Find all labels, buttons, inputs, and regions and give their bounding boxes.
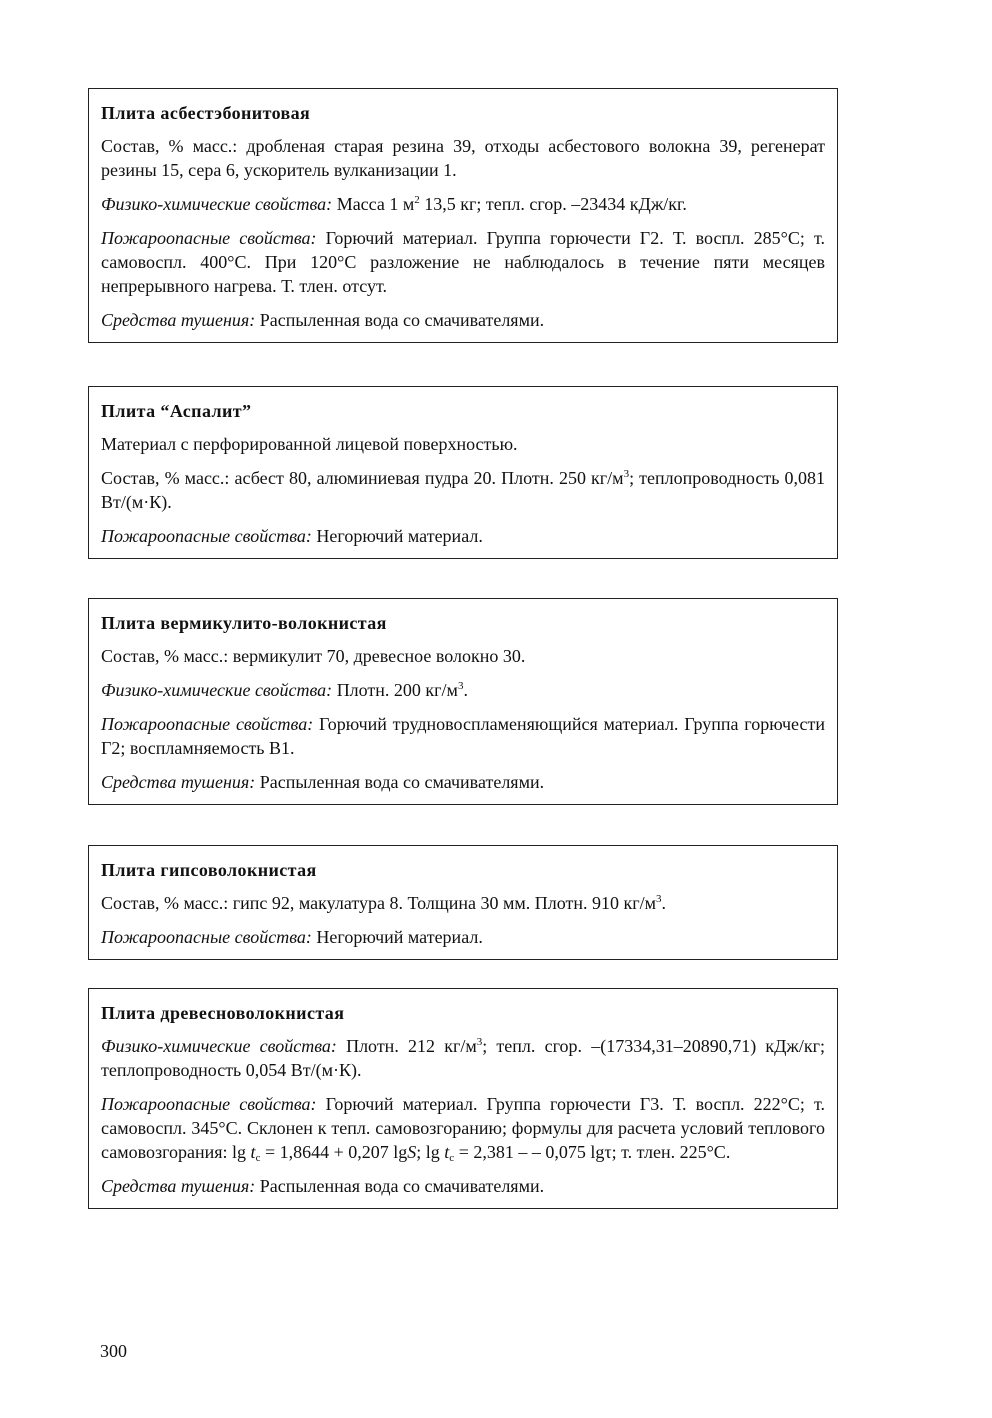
superscript: 3 bbox=[623, 468, 630, 480]
description-text: Материал с перфорированной лицевой поверхностью. bbox=[101, 434, 518, 454]
fire-label: Пожароопасные свойства: bbox=[101, 1094, 317, 1114]
extinguish-text: Распыленная вода со смачивателями. bbox=[255, 772, 545, 792]
fire-paragraph bbox=[101, 524, 825, 548]
physchem-text-b: . bbox=[463, 680, 468, 700]
page-number: 300 bbox=[100, 1341, 127, 1361]
extinguish-label: Средства тушения: bbox=[101, 1176, 256, 1196]
subscript: c bbox=[255, 1152, 261, 1164]
entry-aspalit-plate bbox=[88, 386, 838, 559]
fire-paragraph bbox=[101, 712, 825, 760]
fire-paragraph bbox=[101, 925, 825, 949]
superscript: 3 bbox=[656, 893, 662, 905]
physchem-paragraph bbox=[101, 192, 825, 216]
entry-title: Плита гипсоволокнистая bbox=[101, 860, 317, 880]
composition-text-b: ; теплопроводность 0,081 Вт/(м·К). bbox=[101, 468, 826, 512]
composition-paragraph bbox=[101, 466, 825, 514]
composition-text: Состав, % масс.: вермикулит 70, древесное волокно 30. bbox=[101, 646, 526, 666]
fire-text-d: = 2,381 – – 0,075 lgτ; т. тлен. 225°С. bbox=[454, 1142, 731, 1162]
entry-wood-fiber-plate bbox=[88, 988, 838, 1209]
extinguish-text: Распыленная вода со смачивателями. bbox=[255, 1176, 545, 1196]
entry-asbestebonite-plate bbox=[88, 88, 838, 343]
extinguish-label: Средства тушения: bbox=[101, 310, 256, 330]
fire-label: Пожароопасные свойства: bbox=[101, 714, 314, 734]
superscript: 2 bbox=[414, 194, 420, 206]
extinguish-paragraph bbox=[101, 1174, 825, 1198]
formula-variable-t: t bbox=[444, 1142, 450, 1162]
extinguish-paragraph bbox=[101, 770, 825, 794]
composition-paragraph bbox=[101, 891, 825, 915]
entry-vermiculite-fiber-plate bbox=[88, 598, 838, 805]
physchem-paragraph bbox=[101, 1034, 825, 1082]
physchem-paragraph bbox=[101, 678, 825, 702]
composition-text-b: . bbox=[661, 893, 667, 913]
superscript: 3 bbox=[457, 680, 464, 692]
physchem-text-b: 13,5 кг; тепл. сгор. –23434 кДж/кг. bbox=[419, 194, 687, 214]
composition-text-a: Состав, % масс.: гипс 92, макулатура 8. Толщина 30 мм. Плотн. 910 кг/м bbox=[101, 893, 657, 913]
superscript: 3 bbox=[476, 1036, 483, 1048]
fire-text-c: ; lg bbox=[416, 1142, 445, 1162]
fire-text: Горючий трудновоспламеняющийся материал. Группа горючести Г2; воспламняемость В1. bbox=[101, 714, 825, 758]
fire-label: Пожароопасные свойства: bbox=[101, 526, 312, 546]
composition-text-a: Состав, % масс.: асбест 80, алюминиевая пудра 20. Плотн. 250 кг/м bbox=[101, 468, 624, 488]
fire-text: Негорючий материал. bbox=[311, 927, 483, 947]
fire-text-b: = 1,8644 + 0,207 lg bbox=[260, 1142, 408, 1162]
fire-text-a: Горючий материал. Группа горючести Г3. Т. воспл. 222°С; т. самовоспл. 345°С. Склонен к тепл. самовозгоранию; формулы для расчета условий теплового самовозгорания: lg bbox=[101, 1094, 825, 1162]
physchem-label: Физико-химические свойства: bbox=[101, 680, 333, 700]
entry-title: Плита “Аспалит” bbox=[101, 401, 252, 421]
fire-paragraph bbox=[101, 1092, 825, 1164]
entry-title: Плита асбестэбонитовая bbox=[101, 103, 311, 123]
fire-text: Негорючий материал. bbox=[311, 526, 483, 546]
extinguish-paragraph bbox=[101, 308, 825, 332]
entry-gypsum-fiber-plate bbox=[88, 845, 838, 960]
physchem-text-a: Масса 1 м bbox=[332, 194, 415, 214]
extinguish-label: Средства тушения: bbox=[101, 772, 256, 792]
fire-text: Горючий материал. Группа горючести Г2. Т. воспл. 285°С; т. самовоспл. 400°С. При 120°С разложение не наблюдалось в течение пяти месяцев непрерывного нагрева. Т. тлен. отсут. bbox=[101, 228, 825, 296]
entry-title: Плита вермикулито-волокнистая bbox=[101, 613, 387, 633]
extinguish-text: Распыленная вода со смачивателями. bbox=[255, 310, 545, 330]
subscript: c bbox=[449, 1152, 455, 1164]
formula-variable-s: S bbox=[407, 1142, 417, 1162]
composition-text: Состав, % масс.: дробленая старая резина 39, отходы асбестового волокна 39, регенерат резины 15, сера 6, ускоритель вулканизации 1. bbox=[101, 136, 825, 180]
fire-paragraph bbox=[101, 226, 825, 298]
formula-variable-t: t bbox=[250, 1142, 256, 1162]
fire-label: Пожароопасные свойства: bbox=[101, 927, 312, 947]
physchem-label: Физико-химические свойства: bbox=[101, 194, 333, 214]
entry-title: Плита древесноволокнистая bbox=[101, 1003, 345, 1023]
physchem-text-a: Плотн. 200 кг/м bbox=[332, 680, 458, 700]
physchem-text-a: Плотн. 212 кг/м bbox=[336, 1036, 477, 1056]
fire-label: Пожароопасные свойства: bbox=[101, 228, 317, 248]
physchem-text-b: ; тепл. сгор. –(17334,31–20890,71) кДж/кг; теплопроводность 0,054 Вт/(м·К). bbox=[101, 1036, 825, 1080]
physchem-label: Физико-химические свойства: bbox=[101, 1036, 337, 1056]
